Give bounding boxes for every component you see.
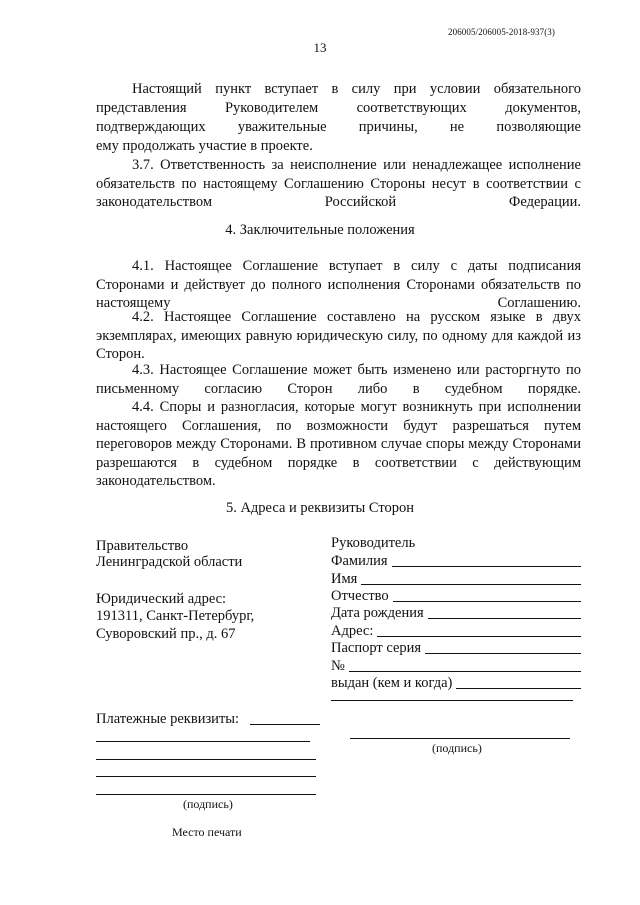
section-5-heading: 5. Адреса и реквизиты Сторон	[225, 500, 415, 516]
field-label: Паспорт серия	[331, 640, 422, 656]
field-label: Дата рождения	[331, 605, 424, 621]
field-passport-series	[331, 639, 581, 657]
section-4-heading: 4. Заключительные положения	[225, 222, 415, 238]
field-label: №	[331, 658, 345, 674]
field-surname	[331, 552, 581, 570]
clause-4-4: 4.4. Споры и разногласия, которые могут возникнуть при исполнении настоящего Соглашения, по возможности будут разрешаться путем переговоров между Сторонами. В противном случае споры между Сторонами разрешаются в судебном порядке в соответствии с действующим законодательством.	[96, 399, 581, 489]
paragraph-line: ему продолжать участие в проекте.	[96, 138, 313, 154]
paragraph-line: Настоящий пункт вступает в силу при условии обязательного	[132, 81, 581, 97]
legal-address-line1: 191311, Санкт-Петербург,	[96, 608, 255, 624]
seal-place-caption: Место печати	[172, 825, 242, 839]
clause-4-2: 4.2. Настоящее Соглашение составлено на русском языке в двух экземплярах, имеющих равную юридическую силу, по одному для каждой из Сторон.	[96, 309, 581, 362]
blank-line	[331, 700, 573, 701]
field-label: выдан (кем и когда)	[331, 675, 453, 691]
party-org-line1: Правительство	[96, 538, 189, 554]
clause-4-3: 4.3. Настоящее Соглашение может быть изменено или расторгнуто по письменному согласию Сторон либо в судебном порядке.	[96, 362, 581, 397]
page-number: 13	[313, 40, 327, 55]
blank-line	[96, 776, 316, 777]
field-address	[331, 622, 581, 640]
field-birth-date	[331, 604, 581, 622]
blank-line	[96, 759, 316, 760]
paragraph-line: подтверждающих уважительные причины, не позволяющие	[96, 119, 581, 135]
payment-details-line	[250, 724, 320, 725]
payment-details-label: Платежные реквизиты:	[96, 711, 240, 727]
clause-4-1: 4.1. Настоящее Соглашение вступает в силу с даты подписания Сторонами и действует до полного исполнения Сторонами обязательств по настоящему Соглашению.	[96, 258, 581, 311]
paragraph-line: представления Руководителем соответствующих документов,	[96, 100, 581, 116]
field-name	[331, 570, 581, 588]
field-label: Отчество	[331, 588, 389, 604]
left-signature-caption: (подпись)	[183, 797, 233, 811]
director-heading: Руководитель	[331, 535, 416, 551]
legal-address-label: Юридический адрес:	[96, 591, 227, 607]
field-passport-number	[331, 657, 581, 675]
field-label: Фамилия	[331, 553, 388, 569]
document-id: 206005/206005-2018-937(3)	[448, 27, 555, 37]
legal-address-line2: Суворовский пр., д. 67	[96, 626, 236, 642]
field-patronymic	[331, 587, 581, 605]
party-org-line2: Ленинградской области	[96, 554, 243, 570]
blank-line	[96, 794, 316, 795]
field-label: Имя	[331, 571, 358, 587]
field-issued-by	[331, 674, 581, 692]
right-signature-line	[350, 738, 570, 739]
clause-3-7: 3.7. Ответственность за неисполнение или ненадлежащее исполнение обязательств по настоящему Соглашению Стороны несут в соответствии с законодательством Российской Федерации.	[96, 157, 581, 210]
field-label: Адрес:	[331, 623, 374, 639]
blank-line	[96, 741, 310, 742]
right-signature-caption: (подпись)	[432, 741, 482, 755]
